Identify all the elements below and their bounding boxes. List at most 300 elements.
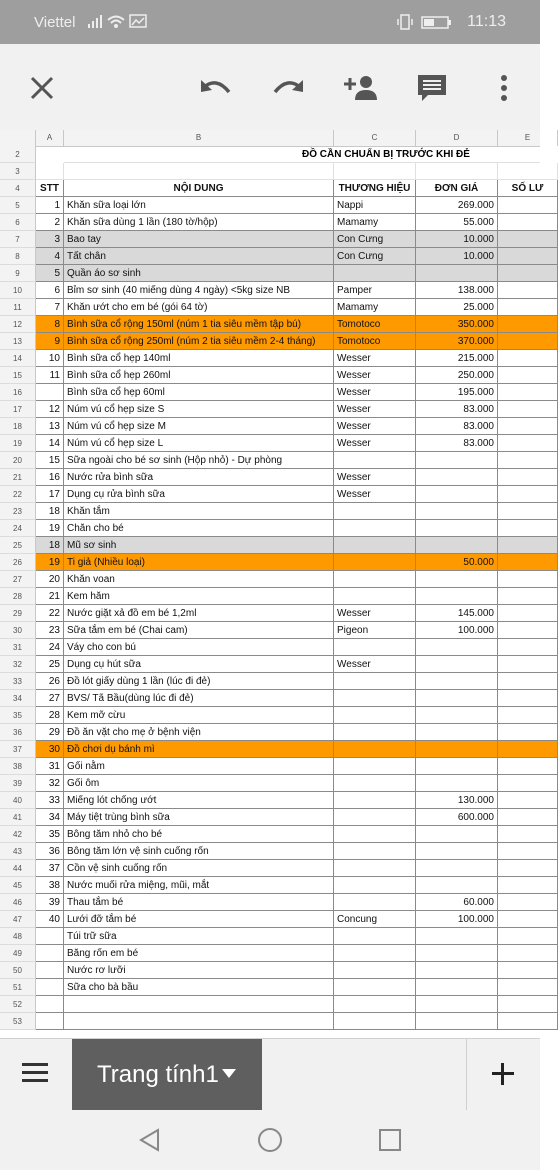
cell-brand[interactable]: Wesser	[334, 367, 416, 384]
cell-brand[interactable]	[334, 1013, 416, 1030]
cell-brand[interactable]	[334, 588, 416, 605]
cell-price[interactable]	[416, 639, 498, 656]
cell-price[interactable]: 83.000	[416, 418, 498, 435]
row-number[interactable]: 41	[0, 809, 36, 826]
cell-brand[interactable]	[334, 894, 416, 911]
cell-stt[interactable]: 21	[36, 588, 64, 605]
cell-qty[interactable]	[498, 1013, 558, 1030]
cell-stt[interactable]	[36, 962, 64, 979]
cell-stt[interactable]: 28	[36, 707, 64, 724]
cell-content[interactable]: Đồ lót giấy dùng 1 lần (lúc đi đẻ)	[64, 673, 334, 690]
row-number[interactable]: 30	[0, 622, 36, 639]
cell-brand[interactable]	[334, 860, 416, 877]
cell-content[interactable]: Bông tăm lớn vệ sinh cuống rốn	[64, 843, 334, 860]
row-number[interactable]: 33	[0, 673, 36, 690]
cell-stt[interactable]: 38	[36, 877, 64, 894]
row-number[interactable]: 46	[0, 894, 36, 911]
cell-price[interactable]: 50.000	[416, 554, 498, 571]
cell-stt[interactable]: 27	[36, 690, 64, 707]
cell-content[interactable]: BVS/ Tã Bầu(dùng lúc đi đẻ)	[64, 690, 334, 707]
cell-stt[interactable]	[36, 979, 64, 996]
cell-price[interactable]: 83.000	[416, 435, 498, 452]
cell-stt[interactable]: 8	[36, 316, 64, 333]
cell-stt[interactable]: 4	[36, 248, 64, 265]
cell-content[interactable]: Dụng cụ rửa bình sữa	[64, 486, 334, 503]
cell[interactable]	[416, 163, 498, 180]
cell-brand[interactable]: Pamper	[334, 282, 416, 299]
cell-qty[interactable]	[498, 724, 558, 741]
sheet-title[interactable]: ĐỒ CẦN CHUẨN BỊ TRƯỚC KHI ĐẺ	[64, 146, 540, 163]
row-number[interactable]: 3	[0, 163, 36, 180]
cell-qty[interactable]	[498, 503, 558, 520]
cell-qty[interactable]	[498, 333, 558, 350]
cell-qty[interactable]	[498, 265, 558, 282]
cell-qty[interactable]	[498, 945, 558, 962]
cell-content[interactable]: Băng rốn em bé	[64, 945, 334, 962]
cell-stt[interactable]: 10	[36, 350, 64, 367]
row-number[interactable]: 9	[0, 265, 36, 282]
cell-price[interactable]: 370.000	[416, 333, 498, 350]
cell-qty[interactable]	[498, 571, 558, 588]
cell-price[interactable]: 600.000	[416, 809, 498, 826]
cell-qty[interactable]	[498, 979, 558, 996]
row-number[interactable]: 10	[0, 282, 36, 299]
cell-stt[interactable]: 32	[36, 775, 64, 792]
row-number[interactable]: 19	[0, 435, 36, 452]
close-button[interactable]	[22, 68, 62, 108]
cell-stt[interactable]	[36, 945, 64, 962]
cell-price[interactable]: 100.000	[416, 622, 498, 639]
cell-content[interactable]	[64, 996, 334, 1013]
cell-stt[interactable]: 24	[36, 639, 64, 656]
cell-qty[interactable]	[498, 350, 558, 367]
cell-content[interactable]: Dụng cụ hút sữa	[64, 656, 334, 673]
cell-brand[interactable]: Wesser	[334, 435, 416, 452]
more-options-button[interactable]	[484, 68, 524, 108]
home-button[interactable]	[257, 1127, 283, 1158]
cell-content[interactable]: Sữa cho bà bầu	[64, 979, 334, 996]
cell-brand[interactable]	[334, 792, 416, 809]
cell-qty[interactable]	[498, 282, 558, 299]
cell-brand[interactable]	[334, 775, 416, 792]
cell-brand[interactable]	[334, 758, 416, 775]
cell-brand[interactable]	[334, 520, 416, 537]
cell[interactable]	[64, 163, 334, 180]
cell-content[interactable]: Khăn tắm	[64, 503, 334, 520]
corner-cell[interactable]	[0, 130, 36, 146]
cell-brand[interactable]	[334, 724, 416, 741]
cell-qty[interactable]	[498, 486, 558, 503]
cell-qty[interactable]	[498, 622, 558, 639]
cell-content[interactable]: Bình sữa cổ hẹp 260ml	[64, 367, 334, 384]
cell-stt[interactable]: 18	[36, 537, 64, 554]
cell-brand[interactable]: Mamamy	[334, 214, 416, 231]
cell-content[interactable]: Đồ ăn vặt cho mẹ ở bệnh viện	[64, 724, 334, 741]
row-number[interactable]: 48	[0, 928, 36, 945]
cell-price[interactable]: 83.000	[416, 401, 498, 418]
row-number[interactable]: 34	[0, 690, 36, 707]
cell-brand[interactable]	[334, 673, 416, 690]
column-header-e[interactable]: E	[498, 130, 558, 146]
cell-price[interactable]: 250.000	[416, 367, 498, 384]
cell-qty[interactable]	[498, 248, 558, 265]
cell-price[interactable]	[416, 588, 498, 605]
cell-qty[interactable]	[498, 418, 558, 435]
cell-brand[interactable]	[334, 741, 416, 758]
cell-price[interactable]	[416, 486, 498, 503]
cell-content[interactable]: Tất chân	[64, 248, 334, 265]
row-number[interactable]: 12	[0, 316, 36, 333]
cell-content[interactable]: Sữa tắm em bé (Chai cam)	[64, 622, 334, 639]
cell-brand[interactable]: Mamamy	[334, 299, 416, 316]
cell-price[interactable]: 195.000	[416, 384, 498, 401]
cell-brand[interactable]	[334, 945, 416, 962]
cell-content[interactable]: Lưới đỡ tắm bé	[64, 911, 334, 928]
column-header-c[interactable]: C	[334, 130, 416, 146]
row-number[interactable]: 22	[0, 486, 36, 503]
cell-qty[interactable]	[498, 775, 558, 792]
cell-stt[interactable]: 11	[36, 367, 64, 384]
cell-content[interactable]: Nước giặt xả đồ em bé 1,2ml	[64, 605, 334, 622]
cell-qty[interactable]	[498, 554, 558, 571]
cell-stt[interactable]: 5	[36, 265, 64, 282]
cell-stt[interactable]: 34	[36, 809, 64, 826]
row-number[interactable]: 23	[0, 503, 36, 520]
cell-price[interactable]	[416, 707, 498, 724]
cell-price[interactable]	[416, 673, 498, 690]
cell-price[interactable]: 55.000	[416, 214, 498, 231]
cell-price[interactable]: 100.000	[416, 911, 498, 928]
row-number[interactable]: 51	[0, 979, 36, 996]
cell-brand[interactable]	[334, 571, 416, 588]
row-number[interactable]: 7	[0, 231, 36, 248]
cell-stt[interactable]: 3	[36, 231, 64, 248]
cell-content[interactable]: Núm vú cổ hẹp size L	[64, 435, 334, 452]
cell-content[interactable]: Khăn voan	[64, 571, 334, 588]
cell-stt[interactable]	[36, 1013, 64, 1030]
cell-stt[interactable]: 6	[36, 282, 64, 299]
cell-stt[interactable]: 16	[36, 469, 64, 486]
header-content[interactable]: NỘI DUNG	[64, 180, 334, 197]
cell-content[interactable]: Bông tăm nhỏ cho bé	[64, 826, 334, 843]
cell-brand[interactable]	[334, 962, 416, 979]
cell-stt[interactable]: 13	[36, 418, 64, 435]
cell-content[interactable]: Cồn vệ sinh cuống rốn	[64, 860, 334, 877]
cell-qty[interactable]	[498, 758, 558, 775]
cell-qty[interactable]	[498, 469, 558, 486]
cell-qty[interactable]	[498, 877, 558, 894]
cell-content[interactable]: Khăn sữa dùng 1 lần (180 tờ/hộp)	[64, 214, 334, 231]
cell-price[interactable]	[416, 996, 498, 1013]
cell-price[interactable]: 25.000	[416, 299, 498, 316]
cell-stt[interactable]: 36	[36, 843, 64, 860]
cell-stt[interactable]: 22	[36, 605, 64, 622]
cell-price[interactable]: 145.000	[416, 605, 498, 622]
header-qty[interactable]: SỐ LƯ	[498, 180, 558, 197]
row-number[interactable]: 14	[0, 350, 36, 367]
cell-qty[interactable]	[498, 367, 558, 384]
cell-stt[interactable]: 19	[36, 520, 64, 537]
cell-qty[interactable]	[498, 911, 558, 928]
cell-content[interactable]: Nước muối rửa miệng, mũi, mắt	[64, 877, 334, 894]
cell-brand[interactable]	[334, 843, 416, 860]
cell-price[interactable]: 10.000	[416, 248, 498, 265]
row-number[interactable]: 18	[0, 418, 36, 435]
cell-price[interactable]	[416, 928, 498, 945]
row-number[interactable]: 47	[0, 911, 36, 928]
cell-stt[interactable]: 18	[36, 503, 64, 520]
cell-price[interactable]	[416, 877, 498, 894]
cell-qty[interactable]	[498, 826, 558, 843]
cell-price[interactable]: 350.000	[416, 316, 498, 333]
cell-content[interactable]: Quần áo sơ sinh	[64, 265, 334, 282]
cell-price[interactable]: 10.000	[416, 231, 498, 248]
cell-qty[interactable]	[498, 520, 558, 537]
row-number[interactable]: 5	[0, 197, 36, 214]
row-number[interactable]: 4	[0, 180, 36, 197]
cell-brand[interactable]: Wesser	[334, 418, 416, 435]
cell-stt[interactable]: 31	[36, 758, 64, 775]
cell-price[interactable]	[416, 843, 498, 860]
row-number[interactable]: 45	[0, 877, 36, 894]
cell-brand[interactable]	[334, 707, 416, 724]
cell-content[interactable]: Ti giả (Nhiều loại)	[64, 554, 334, 571]
back-button[interactable]	[138, 1128, 162, 1157]
cell-stt[interactable]	[36, 928, 64, 945]
cell-stt[interactable]: 29	[36, 724, 64, 741]
cell-qty[interactable]	[498, 299, 558, 316]
cell-stt[interactable]: 1	[36, 197, 64, 214]
spreadsheet-grid[interactable]	[0, 130, 544, 1038]
cell-stt[interactable]: 40	[36, 911, 64, 928]
row-number[interactable]: 40	[0, 792, 36, 809]
cell-stt[interactable]: 14	[36, 435, 64, 452]
cell-qty[interactable]	[498, 197, 558, 214]
cell[interactable]	[36, 163, 64, 180]
cell-content[interactable]: Bao tay	[64, 231, 334, 248]
cell-qty[interactable]	[498, 452, 558, 469]
cell-price[interactable]	[416, 945, 498, 962]
cell-stt[interactable]: 12	[36, 401, 64, 418]
row-number[interactable]: 16	[0, 384, 36, 401]
row-number[interactable]: 53	[0, 1013, 36, 1030]
cell-stt[interactable]: 15	[36, 452, 64, 469]
cell-brand[interactable]	[334, 452, 416, 469]
cell-qty[interactable]	[498, 843, 558, 860]
row-number[interactable]: 39	[0, 775, 36, 792]
cell-price[interactable]	[416, 265, 498, 282]
cell-content[interactable]: Khăn sữa loại lớn	[64, 197, 334, 214]
cell-qty[interactable]	[498, 996, 558, 1013]
cell-content[interactable]: Bình sữa cổ rộng 150ml (núm 1 tia siêu mềm tập bú)	[64, 316, 334, 333]
cell-price[interactable]	[416, 452, 498, 469]
cell-price[interactable]	[416, 860, 498, 877]
cell-content[interactable]: Kem hăm	[64, 588, 334, 605]
row-number[interactable]: 44	[0, 860, 36, 877]
row-number[interactable]: 8	[0, 248, 36, 265]
cell-stt[interactable]: 39	[36, 894, 64, 911]
cell-content[interactable]: Sữa ngoài cho bé sơ sinh (Hộp nhỏ) - Dự phòng	[64, 452, 334, 469]
cell-qty[interactable]	[498, 673, 558, 690]
header-brand[interactable]: THƯƠNG HIỆU	[334, 180, 416, 197]
cell-price[interactable]	[416, 775, 498, 792]
cell-price[interactable]	[416, 962, 498, 979]
cell-content[interactable]	[64, 1013, 334, 1030]
cell-price[interactable]	[416, 724, 498, 741]
row-number[interactable]: 43	[0, 843, 36, 860]
cell-content[interactable]: Máy tiệt trùng bình sữa	[64, 809, 334, 826]
cell[interactable]	[334, 163, 416, 180]
cell-qty[interactable]	[498, 894, 558, 911]
cell-brand[interactable]	[334, 554, 416, 571]
cell-qty[interactable]	[498, 639, 558, 656]
row-number[interactable]: 13	[0, 333, 36, 350]
cell-stt[interactable]: 33	[36, 792, 64, 809]
cell-qty[interactable]	[498, 792, 558, 809]
row-number[interactable]: 2	[0, 146, 36, 163]
column-header-d[interactable]: D	[416, 130, 498, 146]
cell-brand[interactable]: Wesser	[334, 486, 416, 503]
cell-price[interactable]: 60.000	[416, 894, 498, 911]
cell-brand[interactable]	[334, 928, 416, 945]
cell-brand[interactable]	[334, 265, 416, 282]
row-number[interactable]: 24	[0, 520, 36, 537]
cell-brand[interactable]: Wesser	[334, 469, 416, 486]
cell-brand[interactable]: Con Cưng	[334, 248, 416, 265]
cell-qty[interactable]	[498, 537, 558, 554]
cell-stt[interactable]: 30	[36, 741, 64, 758]
row-number[interactable]: 29	[0, 605, 36, 622]
row-number[interactable]: 49	[0, 945, 36, 962]
cell-qty[interactable]	[498, 214, 558, 231]
cell-content[interactable]: Túi trữ sữa	[64, 928, 334, 945]
cell-price[interactable]	[416, 741, 498, 758]
header-stt[interactable]: STT	[36, 180, 64, 197]
cell-brand[interactable]	[334, 537, 416, 554]
row-number[interactable]: 50	[0, 962, 36, 979]
cell-price[interactable]	[416, 979, 498, 996]
cell-stt[interactable]: 17	[36, 486, 64, 503]
cell-brand[interactable]	[334, 639, 416, 656]
cell-content[interactable]: Bình sữa cổ hẹp 140ml	[64, 350, 334, 367]
row-number[interactable]: 20	[0, 452, 36, 469]
cell-content[interactable]: Gối nằm	[64, 758, 334, 775]
cell-qty[interactable]	[498, 690, 558, 707]
cell-qty[interactable]	[498, 384, 558, 401]
cell-stt[interactable]: 2	[36, 214, 64, 231]
cell-qty[interactable]	[498, 809, 558, 826]
cell-stt[interactable]	[36, 996, 64, 1013]
cell-brand[interactable]	[334, 979, 416, 996]
cell-brand[interactable]: Tomotoco	[334, 333, 416, 350]
cell-price[interactable]	[416, 571, 498, 588]
cell-brand[interactable]	[334, 503, 416, 520]
cell-content[interactable]: Gối ôm	[64, 775, 334, 792]
cell-brand[interactable]: Con Cưng	[334, 231, 416, 248]
row-number[interactable]: 26	[0, 554, 36, 571]
row-number[interactable]: 37	[0, 741, 36, 758]
row-number[interactable]: 52	[0, 996, 36, 1013]
cell-brand[interactable]: Wesser	[334, 350, 416, 367]
cell-price[interactable]	[416, 826, 498, 843]
cell-qty[interactable]	[498, 707, 558, 724]
cell-stt[interactable]	[36, 384, 64, 401]
cell-brand[interactable]: Concung	[334, 911, 416, 928]
undo-button[interactable]	[196, 68, 236, 108]
cell-content[interactable]: Mũ sơ sinh	[64, 537, 334, 554]
cell-content[interactable]: Thau tắm bé	[64, 894, 334, 911]
cell-brand[interactable]	[334, 690, 416, 707]
cell-qty[interactable]	[498, 231, 558, 248]
row-number[interactable]: 36	[0, 724, 36, 741]
cell-stt[interactable]: 19	[36, 554, 64, 571]
cell-brand[interactable]: Tomotoco	[334, 316, 416, 333]
row-number[interactable]: 6	[0, 214, 36, 231]
cell-qty[interactable]	[498, 605, 558, 622]
redo-button[interactable]	[268, 68, 308, 108]
column-header-a[interactable]: A	[36, 130, 64, 146]
cell-brand[interactable]: Pigeon	[334, 622, 416, 639]
cell-content[interactable]: Chăn cho bé	[64, 520, 334, 537]
cell-qty[interactable]	[498, 962, 558, 979]
cell-content[interactable]: Váy cho con bú	[64, 639, 334, 656]
cell-stt[interactable]: 25	[36, 656, 64, 673]
cell-content[interactable]: Bình sữa cổ hẹp 60ml	[64, 384, 334, 401]
cell-qty[interactable]	[498, 435, 558, 452]
cell-content[interactable]: Miếng lót chống ướt	[64, 792, 334, 809]
cell-qty[interactable]	[498, 928, 558, 945]
cell-qty[interactable]	[498, 316, 558, 333]
cell-price[interactable]: 215.000	[416, 350, 498, 367]
cell-brand[interactable]: Wesser	[334, 384, 416, 401]
cell-content[interactable]: Kem mỡ cừu	[64, 707, 334, 724]
cell-stt[interactable]: 9	[36, 333, 64, 350]
cell[interactable]	[498, 163, 558, 180]
cell-stt[interactable]: 20	[36, 571, 64, 588]
cell-content[interactable]: Núm vú cổ hẹp size S	[64, 401, 334, 418]
header-price[interactable]: ĐƠN GIÁ	[416, 180, 498, 197]
row-number[interactable]: 35	[0, 707, 36, 724]
cell-content[interactable]: Nước rửa bình sữa	[64, 469, 334, 486]
add-sheet-button[interactable]	[490, 1061, 516, 1092]
cell-content[interactable]: Bình sữa cổ rộng 250ml (núm 2 tia siêu mềm 2-4 tháng)	[64, 333, 334, 350]
row-number[interactable]: 28	[0, 588, 36, 605]
cell-stt[interactable]: 37	[36, 860, 64, 877]
cell-brand[interactable]: Wesser	[334, 401, 416, 418]
cell-stt[interactable]: 7	[36, 299, 64, 316]
cell-price[interactable]: 269.000	[416, 197, 498, 214]
all-sheets-button[interactable]	[22, 1061, 48, 1090]
cell-qty[interactable]	[498, 860, 558, 877]
cell-price[interactable]	[416, 469, 498, 486]
cell-price[interactable]	[416, 656, 498, 673]
row-number[interactable]: 31	[0, 639, 36, 656]
row-number[interactable]: 17	[0, 401, 36, 418]
comment-button[interactable]	[412, 68, 452, 108]
cell-stt[interactable]: 23	[36, 622, 64, 639]
cell-price[interactable]	[416, 1013, 498, 1030]
recents-button[interactable]	[379, 1129, 401, 1156]
row-number[interactable]: 32	[0, 656, 36, 673]
cell-stt[interactable]: 35	[36, 826, 64, 843]
cell-brand[interactable]	[334, 826, 416, 843]
row-number[interactable]: 25	[0, 537, 36, 554]
add-person-button[interactable]	[340, 68, 380, 108]
row-number[interactable]: 11	[0, 299, 36, 316]
cell-content[interactable]: Khăn ướt cho em bé (gói 64 tờ)	[64, 299, 334, 316]
cell-brand[interactable]: Wesser	[334, 605, 416, 622]
column-header-b[interactable]: B	[64, 130, 334, 146]
